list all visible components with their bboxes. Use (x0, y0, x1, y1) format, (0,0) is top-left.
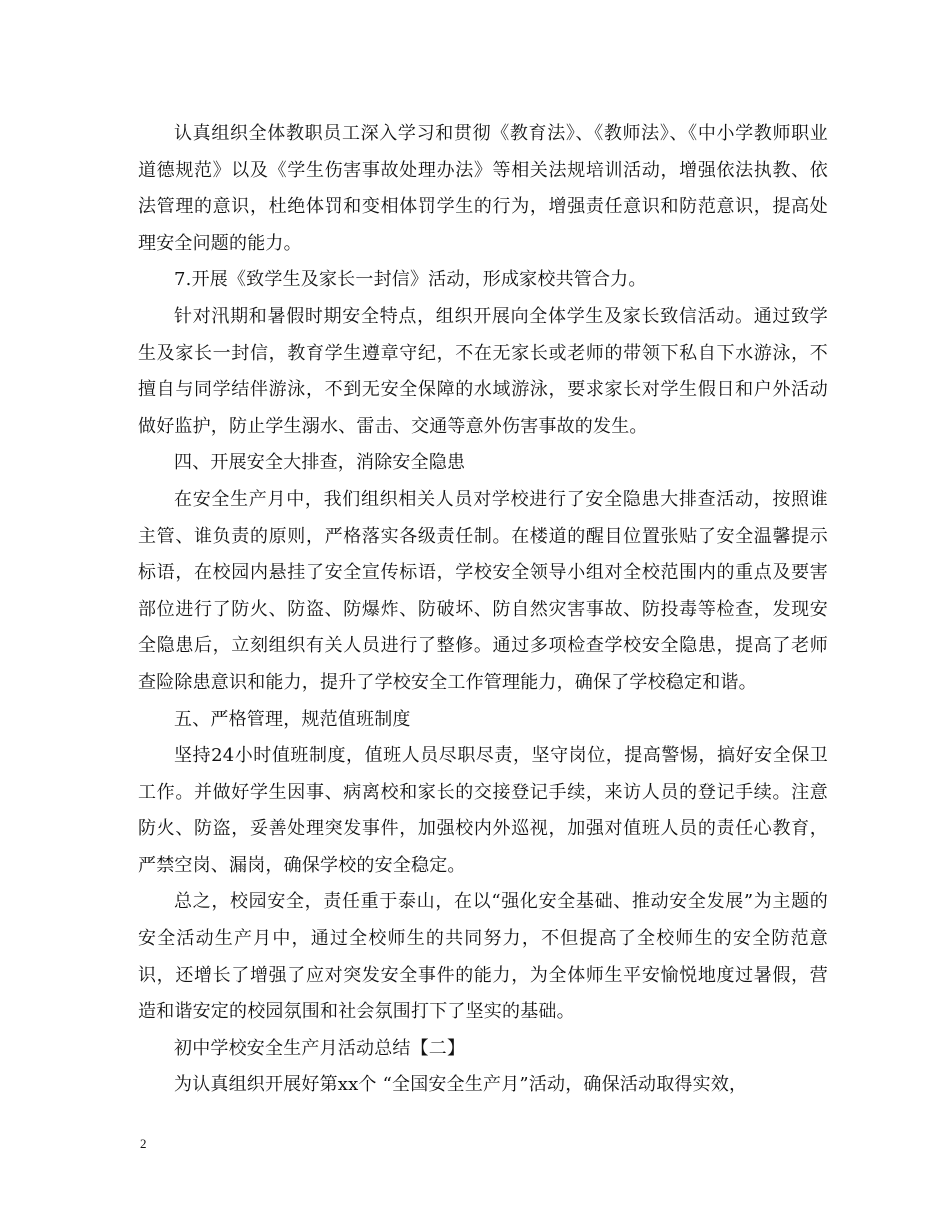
paragraph-education-law-training: 认真组织全体教职员工深入学习和贯彻《教育法》、《教师法》、《中小学教师职业道德规范》以及《学生伤害事故处理办法》等相关法规培训活动，增强依法执教、依法管理的意识，杜绝体罚和变相体罚学生的行为，增强责任意识和防范意识，提高处理安全问题的能力。 (138, 123, 828, 254)
document-body (138, 116, 828, 1104)
paragraph-safety-inspection: 在安全生产月中，我们组织相关人员对学校进行了安全隐患大排查活动，按照谁主管、谁负责的原则，严格落实各级责任制。在楼道的醒目位置张贴了安全温馨提示标语，在校园内悬挂了安全宣传标语，学校安全领导小组对全校范围内的重点及要害部位进行了防火、防盗、防爆炸、防破坏、防自然灾害事故、防投毒等检查，发现安全隐患后，立刻组织有关人员进行了整修。通过多项检查学校安全隐患，提高了老师查险除患意识和能力，提升了学校安全工作管理能力，确保了学校稳定和谐。 (138, 488, 828, 693)
paragraph-conclusion: 总之，校园安全，责任重于泰山，在以“强化安全基础、推动安全发展”为主题的安全活动生产月中，通过全校师生的共同努力，不但提高了全校师生的安全防范意识，还增长了增强了应对突发安全事件的能力，为全体师生平安愉悦地度过暑假，营造和谐安定的校园氛围和社会氛围打下了坚实的基础。 (138, 891, 828, 1023)
paragraph-duty-system: 坚持24小时值班制度，值班人员尽职尽责，坚守岗位，提高警惕，搞好安全保卫工作。并做好学生因事、病离校和家长的交接登记手续，来访人员的登记手续。注意防火、防盗，妥善处理突发事件，加强校内外巡视，加强对值班人员的责任心教育，严禁空岗、漏岗，确保学校的安全稳定。 (138, 745, 828, 876)
paragraph-letter-activity: 针对汛期和暑假时期安全特点，组织开展向全体学生及家长致信活动。通过致学生及家长一封信，教育学生遵章守纪，不在无家长或老师的带领下私自下水游泳，不擅自与同学结伴游泳，不到无安全保障的水域游泳，要求家长对学生假日和户外活动做好监护，防止学生溺水、雷击、交通等意外伤害事故的发生。 (138, 305, 828, 437)
heading-letter-to-parents: 7.开展《致学生及家长一封信》活动，形成家校共管合力。 (174, 269, 647, 291)
heading-safety-inspection: 四、开展安全大排查，消除安全隐患 (174, 452, 466, 474)
page-number: 2 (140, 1136, 147, 1151)
section-title-two: 初中学校安全生产月活动总结【二】 (174, 1037, 466, 1059)
heading-duty-system: 五、严格管理，规范值班制度 (174, 708, 411, 730)
paragraph-section-two-start: 为认真组织开展好第xx个 “全国安全生产月”活动，确保活动取得实效， (174, 1074, 748, 1096)
